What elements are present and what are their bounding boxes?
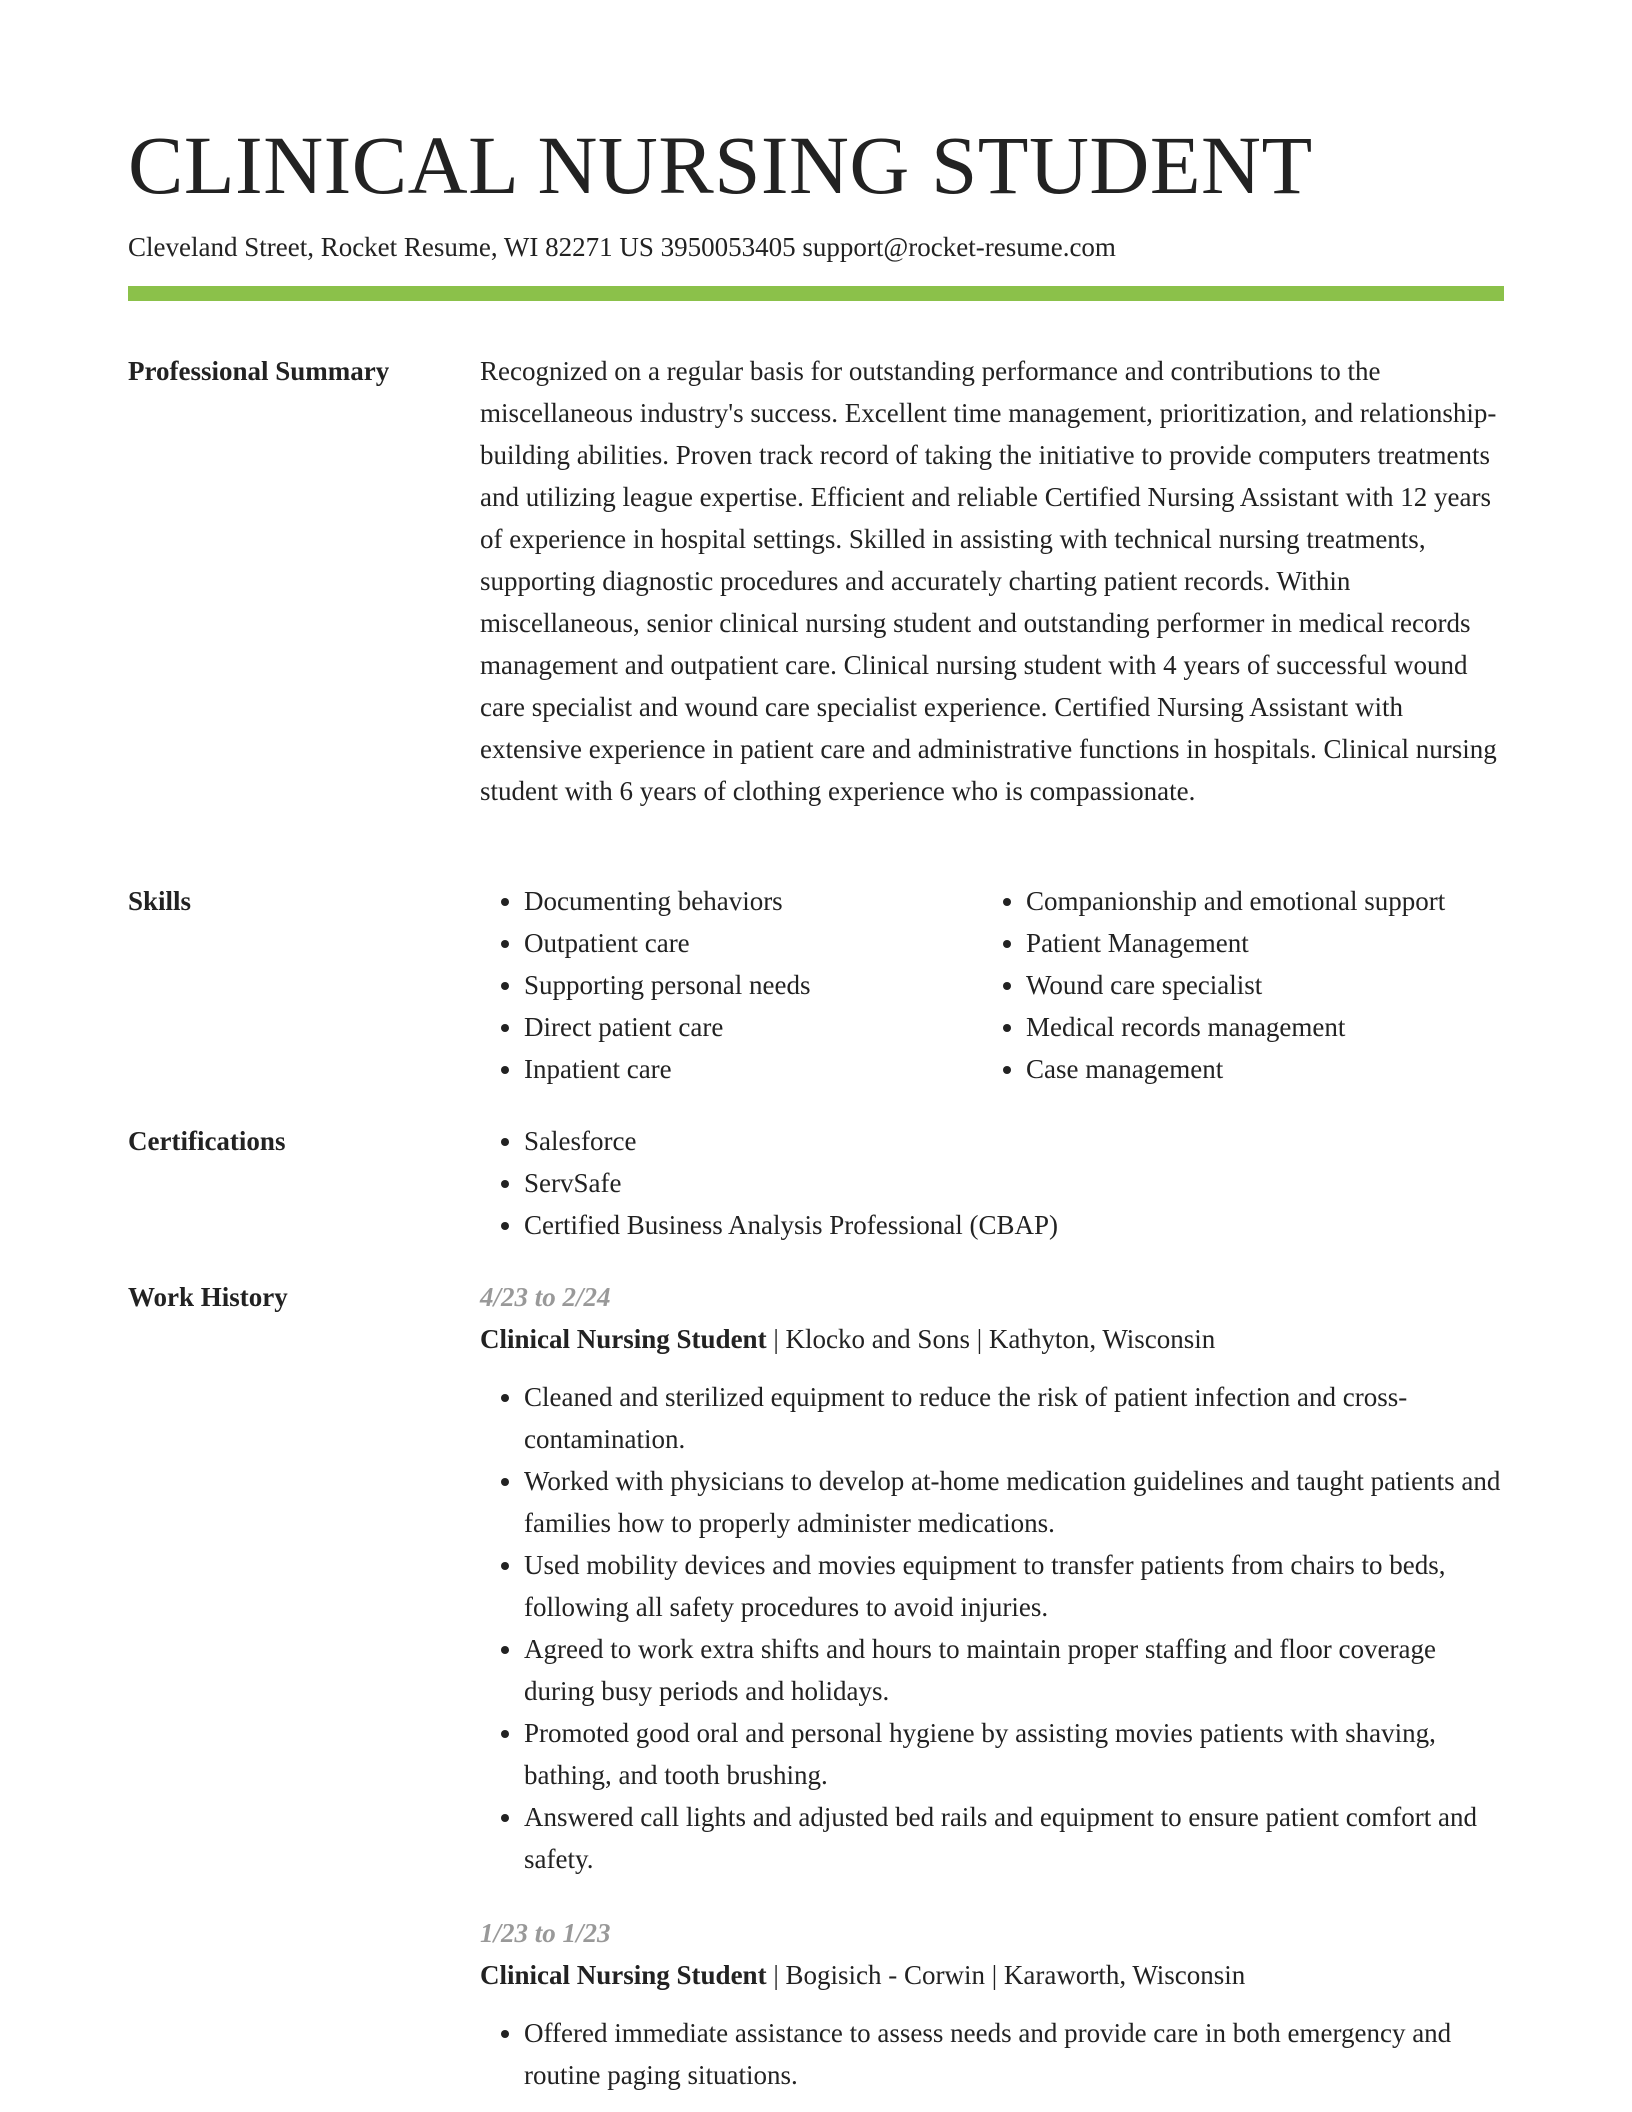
skills-label: Skills	[128, 886, 192, 916]
job-company-location: | Klocko and Sons | Kathyton, Wisconsin	[766, 1324, 1216, 1354]
job-heading	[480, 1954, 1504, 1996]
job-bullet: • Offered immediate assistance to assess needs and provide care in both emergency and routine paging situations.	[524, 2012, 1504, 2096]
job-bullets	[480, 1376, 1504, 1880]
job-company-location: | Bogisich - Corwin | Karaworth, Wisconsin	[766, 1960, 1246, 1990]
summary-label: Professional Summary	[128, 356, 390, 386]
job-entry	[480, 1912, 1504, 2096]
certifications-label: Certifications	[128, 1126, 286, 1156]
job-bullet: • Cleaned and sterilized equipment to reduce the risk of patient infection and cross-contamination.	[524, 1376, 1504, 1460]
resume-name: CLINICAL NURSING STUDENT	[128, 119, 1313, 211]
certification-item: • Certified Business Analysis Professional (CBAP)	[524, 1204, 1504, 1246]
job-bullet: • Used mobility devices and movies equipment to transfer patients from chairs to beds, following all safety procedures to avoid injuries.	[524, 1544, 1504, 1628]
skill-item: • Companionship and emotional support	[1026, 880, 1504, 922]
skills-list-right	[982, 880, 1504, 1090]
job-bullets	[480, 2012, 1504, 2096]
accent-divider	[128, 286, 1504, 301]
job-title: Clinical Nursing Student	[480, 1324, 767, 1354]
certification-item: • ServSafe	[524, 1162, 1504, 1204]
skill-item: • Documenting behaviors	[524, 880, 982, 922]
skill-item: • Medical records management	[1026, 1006, 1504, 1048]
job-bullet: • Answered call lights and adjusted bed rails and equipment to ensure patient comfort and safety.	[524, 1796, 1504, 1880]
certifications-list	[480, 1120, 1504, 1246]
skills-list-left	[480, 880, 982, 1090]
skill-item: • Direct patient care	[524, 1006, 982, 1048]
summary-text: Recognized on a regular basis for outstanding performance and contributions to the miscellaneous industry's success. Excellent time management, prioritization, and relationship-building abilities. Proven track record of taking the initiative to provide computers treatments and utilizing league expertise. Efficient and reliable Certified Nursing Assistant with 12 years of experience in hospital settings. Skilled in assisting with technical nursing treatments, supporting diagnostic procedures and accurately charting patient records. Within miscellaneous, senior clinical nursing student and outstanding performer in medical records management and outpatient care. Clinical nursing student with 4 years of successful wound care specialist and wound care specialist experience. Certified Nursing Assistant with extensive experience in patient care and administrative functions in hospitals. Clinical nursing student with 6 years of clothing experience who is compassionate.	[480, 356, 1497, 806]
skill-item: • Inpatient care	[524, 1048, 982, 1090]
work-history-body	[480, 1276, 1504, 2096]
job-heading	[480, 1318, 1504, 1360]
skills-body	[480, 880, 1504, 1090]
job-bullet: • Promoted good oral and personal hygiene by assisting movies patients with shaving, bathing, and tooth brushing.	[524, 1712, 1504, 1796]
job-bullet: • Agreed to work extra shifts and hours to maintain proper staffing and floor coverage during busy periods and holidays.	[524, 1628, 1504, 1712]
job-title: Clinical Nursing Student	[480, 1960, 767, 1990]
certifications-body	[480, 1120, 1504, 1246]
job-dates: 4/23 to 2/24	[480, 1282, 611, 1312]
certification-item: • Salesforce	[524, 1120, 1504, 1162]
skill-item: • Patient Management	[1026, 922, 1504, 964]
job-dates: 1/23 to 1/23	[480, 1918, 611, 1948]
summary-body	[480, 350, 1504, 812]
skill-item: • Outpatient care	[524, 922, 982, 964]
work-history-label: Work History	[128, 1282, 288, 1312]
skill-item: • Case management	[1026, 1048, 1504, 1090]
contact-line: Cleveland Street, Rocket Resume, WI 82271 US 3950053405 support@rocket-resume.com	[128, 232, 1116, 262]
skill-item: • Supporting personal needs	[524, 964, 982, 1006]
job-bullet: • Worked with physicians to develop at-home medication guidelines and taught patients and families how to properly administer medications.	[524, 1460, 1504, 1544]
job-entry	[480, 1276, 1504, 1880]
skill-item: • Wound care specialist	[1026, 964, 1504, 1006]
